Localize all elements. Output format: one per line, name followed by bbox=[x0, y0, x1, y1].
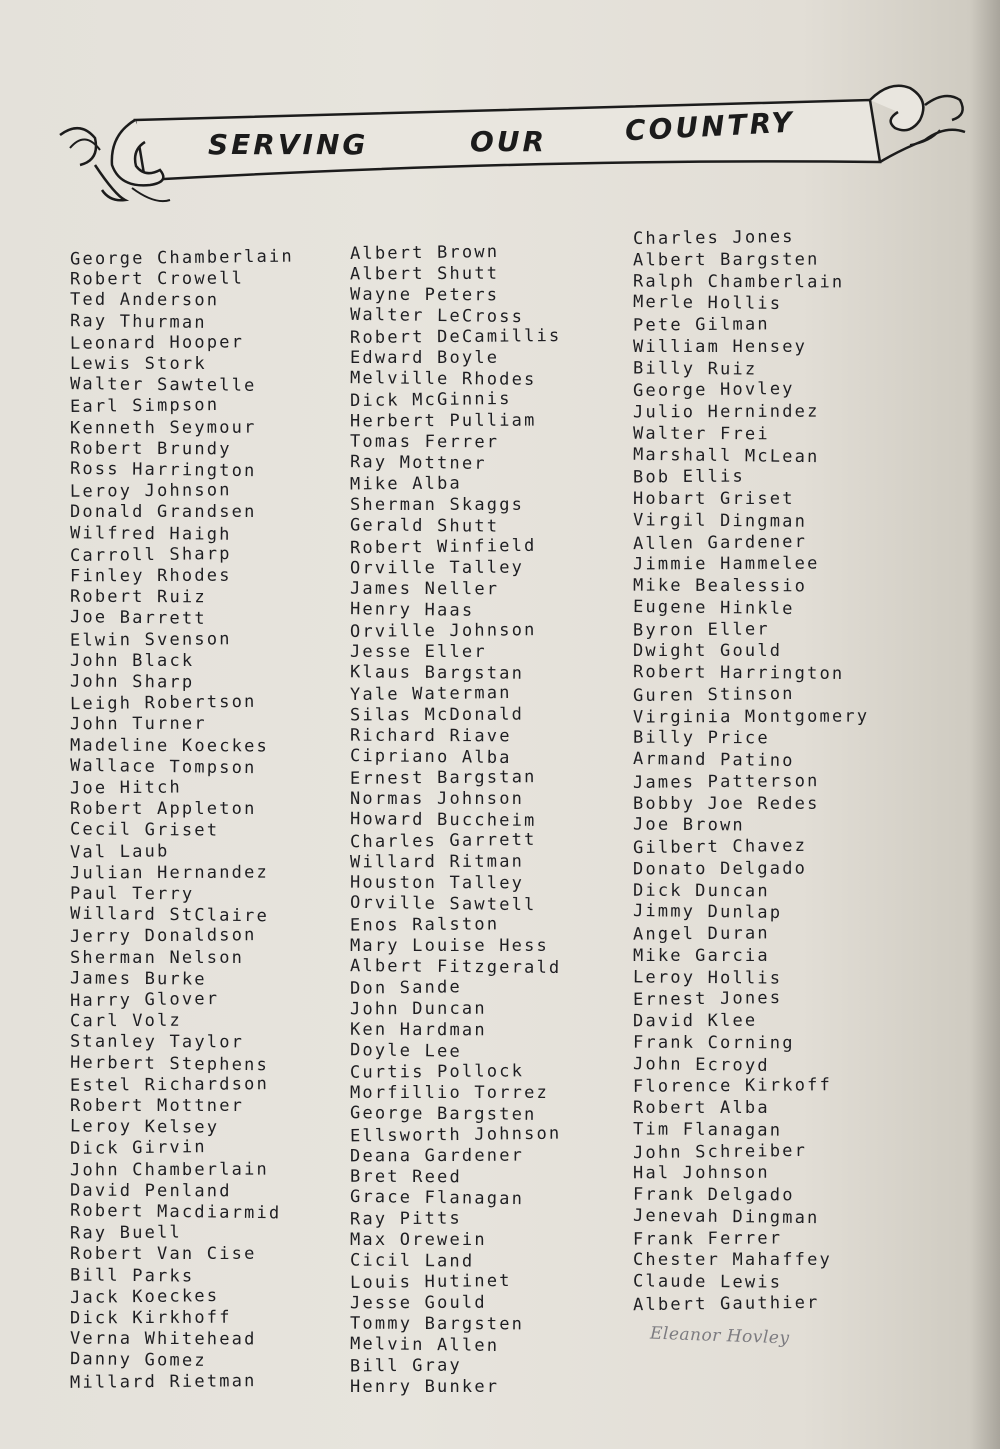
name-entry: Ted Anderson bbox=[69, 290, 220, 311]
name-entry: Normas Johnson bbox=[350, 789, 525, 809]
name-entry: Leonard Hooper bbox=[69, 332, 245, 354]
name-entry: Virgil Dingman bbox=[632, 509, 808, 532]
name-entry: Leigh Robertson bbox=[69, 691, 257, 715]
name-entry: Ray Mottner bbox=[349, 452, 487, 474]
name-entry: Verna Whitehead bbox=[69, 1328, 257, 1350]
name-entry: Finley Rhodes bbox=[69, 565, 232, 587]
name-entry: Walter LeCross bbox=[349, 304, 525, 328]
name-entry: Grace Flanagan bbox=[349, 1186, 525, 1210]
name-entry: Gerald Shutt bbox=[349, 515, 500, 537]
name-entry: George Hovley bbox=[632, 379, 795, 402]
pencil-name-entry: Eleanor Hovley bbox=[649, 1323, 790, 1349]
name-entry: Ray Pitts bbox=[349, 1208, 463, 1230]
name-entry: Max Orewein bbox=[350, 1230, 487, 1250]
name-entry: Millard Rietman bbox=[69, 1370, 257, 1393]
name-entry: Carl Volz bbox=[69, 1010, 182, 1032]
name-entry: Robert Appleton bbox=[70, 799, 257, 820]
name-entry: Wayne Peters bbox=[349, 284, 500, 306]
name-entry: George Bargsten bbox=[349, 1103, 537, 1125]
name-entry: Cicil Land bbox=[349, 1250, 475, 1272]
name-entry: Ralph Chamberlain bbox=[632, 271, 845, 292]
name-entry: Julian Hernandez bbox=[69, 862, 270, 884]
name-entry: Mike Alba bbox=[349, 473, 463, 495]
name-entry: Tomas Ferrer bbox=[349, 431, 500, 453]
name-entry: Melville Rhodes bbox=[349, 368, 537, 390]
name-entry: Howard Buccheim bbox=[349, 809, 537, 831]
name-entry: Melvin Allen bbox=[349, 1334, 500, 1356]
name-entry: Bobby Joe Redes bbox=[633, 793, 820, 814]
name-entry: David Penland bbox=[69, 1180, 232, 1202]
name-entry: Louis Hutinet bbox=[349, 1270, 512, 1294]
name-entry: Wilfred Haigh bbox=[69, 522, 232, 545]
name-entry: Joe Barrett bbox=[69, 607, 207, 630]
name-entry: Pete Gilman bbox=[632, 314, 770, 336]
name-entry: Kenneth Seymour bbox=[69, 417, 257, 439]
name-entry: Enos Ralston bbox=[349, 914, 500, 936]
name-entry: Herbert Pulliam bbox=[349, 410, 537, 432]
name-entry: Tim Flanagan bbox=[632, 1119, 783, 1141]
name-entry: Claude Lewis bbox=[632, 1271, 783, 1293]
name-entry: Ken Hardman bbox=[349, 1019, 487, 1041]
name-entry: Albert Bargsten bbox=[632, 249, 820, 271]
name-entry: Leroy Kelsey bbox=[69, 1116, 220, 1138]
name-entry: Bret Reed bbox=[349, 1166, 462, 1188]
name-entry: Curtis Pollock bbox=[349, 1061, 525, 1083]
name-entry: Gilbert Chavez bbox=[632, 835, 808, 859]
name-entry: Charles Jones bbox=[632, 226, 795, 250]
name-entry: Orville Talley bbox=[349, 557, 525, 579]
name-entry: John Schreiber bbox=[632, 1140, 808, 1163]
name-entry: Chester Mahaffey bbox=[633, 1250, 832, 1271]
name-entry: Ernest Jones bbox=[632, 988, 783, 1011]
name-entry: Eugene Hinkle bbox=[632, 596, 795, 619]
name-entry: Tommy Bargsten bbox=[349, 1313, 525, 1335]
name-entry: Paul Terry bbox=[69, 883, 195, 905]
name-entry: Virginia Montgomery bbox=[632, 705, 870, 728]
name-entry: John Chamberlain bbox=[69, 1159, 270, 1181]
name-entry: James Burke bbox=[69, 968, 207, 990]
name-entry: Jimmie Hammelee bbox=[632, 553, 820, 575]
name-entry: Robert Ruiz bbox=[69, 586, 207, 608]
name-entry: Donald Grandsen bbox=[70, 502, 257, 523]
name-entry: Albert Fitzgerald bbox=[349, 956, 562, 978]
name-entry: Dwight Gould bbox=[633, 641, 783, 662]
name-entry: Florence Kirkoff bbox=[632, 1075, 833, 1098]
name-entry: Donato Delgado bbox=[632, 858, 808, 880]
name-entry: Sherman Nelson bbox=[70, 947, 245, 968]
name-entry: Jerry Donaldson bbox=[69, 925, 257, 948]
name-entry: Julio Hernindez bbox=[632, 401, 820, 423]
name-entry: Charles Garrett bbox=[349, 829, 537, 853]
name-entry: Jimmy Dunlap bbox=[632, 901, 783, 924]
name-entry: Bill Parks bbox=[69, 1265, 195, 1287]
name-entry: Robert Mottner bbox=[70, 1096, 245, 1116]
name-entry: Elwin Svenson bbox=[69, 628, 232, 651]
name-entry: Jesse Eller bbox=[350, 642, 487, 662]
name-entry: Orville Sawtell bbox=[349, 892, 537, 916]
name-entry: Deana Gardener bbox=[349, 1145, 525, 1167]
name-entry: Jack Koeckes bbox=[69, 1285, 220, 1308]
name-entry: Houston Talley bbox=[349, 872, 525, 894]
name-entry: Dick McGinnis bbox=[349, 388, 512, 412]
name-entry: Dick Kirkhoff bbox=[69, 1307, 232, 1329]
name-entry: Dick Girvin bbox=[69, 1137, 207, 1160]
name-entry: Angel Duran bbox=[632, 923, 770, 945]
name-entry: Ray Buell bbox=[69, 1222, 183, 1244]
name-entry: Klaus Bargstan bbox=[349, 662, 525, 684]
name-entry: Walter Sawtelle bbox=[69, 374, 257, 397]
name-entry: John Black bbox=[70, 650, 195, 671]
page-title bbox=[40, 70, 970, 210]
name-entry: Mike Garcia bbox=[633, 945, 770, 966]
name-entry: Billy Ruiz bbox=[632, 357, 758, 380]
name-entry: Ross Harrington bbox=[69, 458, 257, 482]
name-entry: Hobart Griset bbox=[633, 489, 795, 509]
name-entry: Dick Duncan bbox=[632, 880, 770, 901]
name-entry: Willard Ritman bbox=[349, 851, 525, 873]
name-entry: Sherman Skaggs bbox=[350, 495, 525, 515]
name-entry: David Klee bbox=[632, 1010, 758, 1032]
name-entry: Val Laub bbox=[69, 840, 170, 863]
name-entry: Jesse Gould bbox=[349, 1292, 487, 1314]
name-entry: Marshall McLean bbox=[632, 444, 820, 467]
name-entry: Robert Crowell bbox=[69, 268, 245, 290]
name-entry: John Sharp bbox=[69, 671, 195, 693]
name-entry: Stanley Taylor bbox=[69, 1032, 245, 1053]
name-entry: Henry Bunker bbox=[350, 1377, 500, 1397]
name-entry: Robert DeCamillis bbox=[349, 326, 562, 348]
name-entry: George Chamberlain bbox=[69, 246, 294, 270]
name-entry: Cipriano Alba bbox=[349, 745, 512, 769]
name-entry: James Patterson bbox=[632, 770, 820, 793]
name-entry: John Turner bbox=[69, 714, 207, 735]
name-entry: Richard Riave bbox=[349, 725, 512, 747]
name-entry: Robert Alba bbox=[633, 1098, 770, 1118]
title-word-1: SERVING bbox=[208, 128, 369, 161]
name-entry: Morfillio Torrez bbox=[350, 1083, 549, 1103]
name-entry: Danny Gomez bbox=[69, 1349, 207, 1372]
name-entry: Estel Richardson bbox=[69, 1073, 270, 1096]
name-entry: Merle Hollis bbox=[632, 292, 783, 315]
name-entry: John Duncan bbox=[349, 998, 487, 1020]
name-entry: Bill Gray bbox=[349, 1355, 463, 1377]
name-entry: John Ecroyd bbox=[632, 1053, 770, 1076]
title-word-3: COUNTRY bbox=[624, 105, 796, 148]
name-entry: Leroy Hollis bbox=[632, 966, 783, 989]
name-entry: Frank Ferrer bbox=[632, 1227, 783, 1250]
name-entry: Joe Hitch bbox=[69, 777, 183, 799]
name-entry: James Neller bbox=[349, 578, 500, 600]
name-entry: Robert Brundy bbox=[69, 438, 232, 460]
name-entry: Earl Simpson bbox=[69, 395, 220, 418]
name-entry: Frank Corning bbox=[632, 1032, 795, 1054]
name-entry: Don Sande bbox=[349, 977, 463, 999]
name-entry: Leroy Johnson bbox=[69, 480, 232, 502]
name-entry: Cecil Griset bbox=[69, 819, 220, 842]
name-entry: Wallace Tompson bbox=[69, 755, 257, 779]
name-entry: Robert Harrington bbox=[632, 662, 845, 684]
name-entry: Lewis Stork bbox=[70, 354, 207, 374]
name-entry: Mary Louise Hess bbox=[350, 936, 549, 956]
name-entry: Harry Glover bbox=[69, 989, 220, 1011]
name-entry: Carroll Sharp bbox=[69, 543, 232, 566]
name-entry: Joe Brown bbox=[632, 814, 746, 836]
name-entry: Albert Gauthier bbox=[632, 1292, 820, 1315]
name-entry: Robert Winfield bbox=[349, 535, 537, 559]
name-entry: Doyle Lee bbox=[349, 1040, 463, 1062]
name-entry: Frank Delgado bbox=[632, 1184, 795, 1206]
name-entry: Byron Eller bbox=[632, 618, 770, 641]
name-entry: Madeline Koeckes bbox=[69, 735, 270, 757]
name-entry: Billy Price bbox=[632, 727, 770, 749]
name-entry: Willard StClaire bbox=[69, 903, 270, 927]
name-entry: Jenevah Dingman bbox=[632, 1205, 820, 1228]
name-entry: Robert Van Cise bbox=[70, 1244, 257, 1265]
name-entry: Albert Brown bbox=[349, 242, 500, 264]
name-entry: Herbert Stephens bbox=[69, 1052, 270, 1075]
name-entry: Orville Johnson bbox=[349, 620, 537, 642]
name-entry: William Hensey bbox=[633, 336, 808, 357]
name-entry: Armand Patino bbox=[632, 748, 795, 772]
name-entry: Robert Macdiarmid bbox=[69, 1200, 282, 1224]
name-entry: Hal Johnson bbox=[632, 1162, 770, 1184]
name-entry: Allen Gardener bbox=[632, 531, 808, 554]
name-entry: Ellsworth Johnson bbox=[349, 1123, 562, 1147]
name-entry: Edward Boyle bbox=[350, 348, 500, 368]
name-entry: Bob Ellis bbox=[632, 466, 746, 488]
name-entry: Walter Frei bbox=[632, 423, 770, 445]
name-entry: Henry Haas bbox=[349, 599, 475, 621]
name-entry: Silas McDonald bbox=[349, 704, 525, 726]
title-banner bbox=[40, 70, 970, 210]
name-entry: Yale Waterman bbox=[349, 682, 512, 706]
title-word-2: OUR bbox=[470, 125, 548, 158]
name-entry: Ernest Bargstan bbox=[349, 767, 537, 789]
name-entry: Ray Thurman bbox=[69, 310, 207, 333]
name-entry: Albert Shutt bbox=[349, 263, 500, 285]
name-entry: Guren Stinson bbox=[632, 683, 795, 706]
name-entry: Mike Bealessio bbox=[632, 575, 808, 597]
